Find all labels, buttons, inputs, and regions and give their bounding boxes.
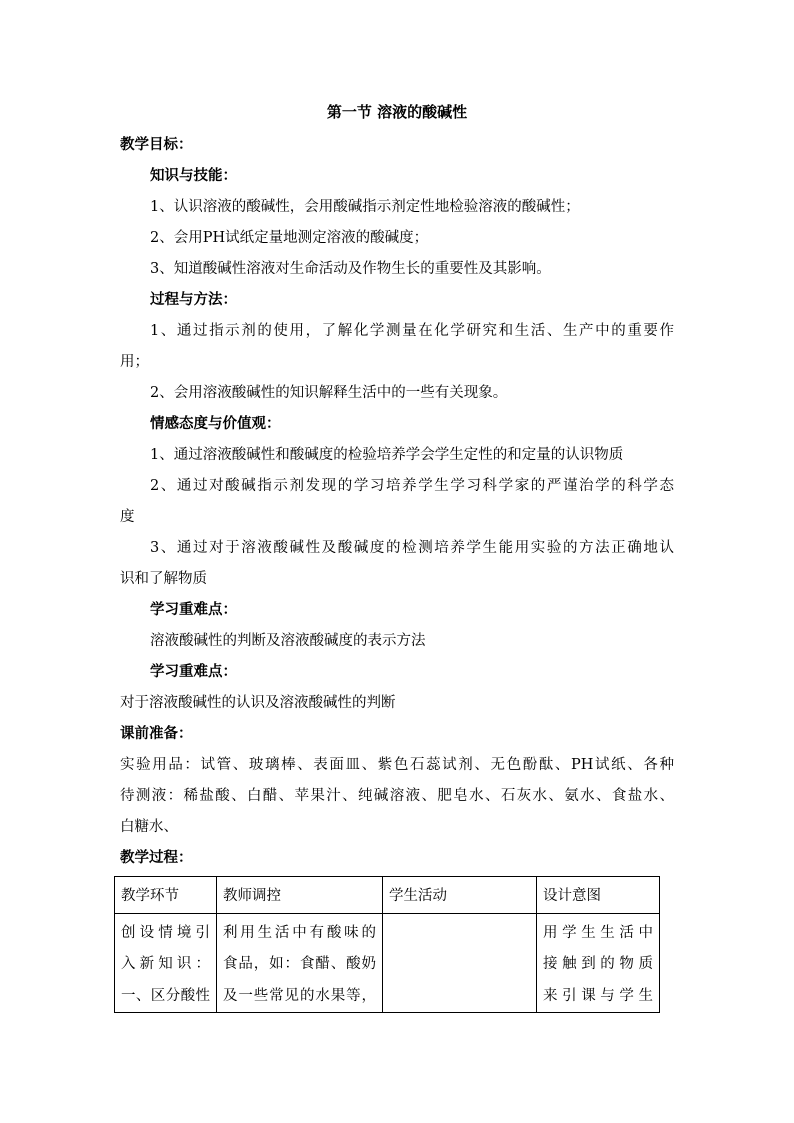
- cell-line: 一、区分酸性: [121, 987, 210, 1004]
- attitude-item-1: 1、通过溶液酸碱性和酸碱度的检验培养学会学生定性的和定量的认识物质: [150, 447, 624, 463]
- table-cell-teacher: [217, 913, 383, 1013]
- process-item-1: 1、通过指示剂的使用，了解化学测量在化学研究和生活、生产中的重要作: [150, 323, 674, 339]
- key-points-text: 溶液酸碱性的判断及溶液酸碱度的表示方法: [150, 633, 426, 649]
- teaching-process-table: [114, 876, 660, 1013]
- knowledge-item-1: 1、认识溶液的酸碱性，会用酸碱指示剂定性地检验溶液的酸碱性；: [150, 199, 580, 215]
- attitude-item-2: 2、通过对酸碱指示剂发现的学习培养学生学习科学家的严谨治学的科学态: [150, 478, 674, 494]
- attitude-item-3: 3、通过对于溶液酸碱性及酸碱度的检测培养学生能用实验的方法正确地认: [150, 540, 674, 556]
- knowledge-item-2: 2、会用PH试纸定量地测定溶液的酸碱度；: [150, 230, 429, 246]
- knowledge-item-3: 3、知道酸碱性溶液对生命活动及作物生长的重要性及其影响。: [150, 261, 551, 277]
- header-cell: 教师调控: [217, 877, 383, 914]
- table-row: [115, 913, 660, 1013]
- header-cell: 教学环节: [115, 877, 217, 914]
- cell-line: 食品，如：食醋、酸奶: [223, 956, 376, 972]
- preparation-line-3: 白糖水、: [120, 819, 178, 835]
- attitude-heading: 情感态度与价值观：: [150, 415, 281, 432]
- preparation-line-2: 待测液：稀盐酸、白醋、苹果汁、纯碱溶液、肥皂水、石灰水、氨水、食盐水、: [120, 788, 674, 804]
- cell-line: 利用生活中有酸味的: [223, 924, 376, 941]
- cell-line: 及一些常见的水果等，: [223, 987, 376, 1004]
- process-item-1-cont: 用；: [120, 354, 149, 370]
- page-title: 第一节 溶液的酸碱性: [326, 103, 468, 121]
- header-cell: 学生活动: [383, 877, 537, 914]
- attitude-item-2-cont: 度: [120, 509, 135, 525]
- teaching-process-heading: 教学过程：: [120, 849, 193, 866]
- cell-line: 来引课与学生: [543, 987, 653, 1004]
- table-cell-student: [383, 913, 537, 1013]
- objectives-heading: 教学目标：: [120, 136, 193, 153]
- header-cell: 设计意图: [537, 877, 660, 914]
- attitude-item-3-cont: 识和了解物质: [120, 571, 207, 587]
- cell-line: 创设情境引: [121, 924, 210, 941]
- table-header-row: [115, 877, 660, 914]
- cell-line: 入新知识：: [121, 956, 210, 972]
- process-item-2: 2、会用溶液酸碱性的知识解释生活中的一些有关现象。: [150, 385, 508, 401]
- table-cell-stage: [115, 913, 217, 1013]
- cell-line: 用学生生活中: [543, 924, 653, 941]
- difficult-points-text: 对于溶液酸碱性的认识及溶液酸碱性的判断: [120, 695, 396, 711]
- key-points-heading: 学习重难点：: [150, 601, 237, 618]
- table-cell-intent: [537, 913, 660, 1013]
- knowledge-heading: 知识与技能：: [150, 167, 237, 184]
- preparation-line-1: 实验用品：试管、玻璃棒、表面皿、紫色石蕊试剂、无色酚酞、PH试纸、各种: [120, 757, 674, 773]
- cell-line: 接触到的物质: [543, 956, 653, 972]
- difficult-points-heading: 学习重难点：: [150, 663, 237, 680]
- process-heading: 过程与方法：: [150, 291, 237, 308]
- preparation-heading: 课前准备：: [120, 725, 193, 742]
